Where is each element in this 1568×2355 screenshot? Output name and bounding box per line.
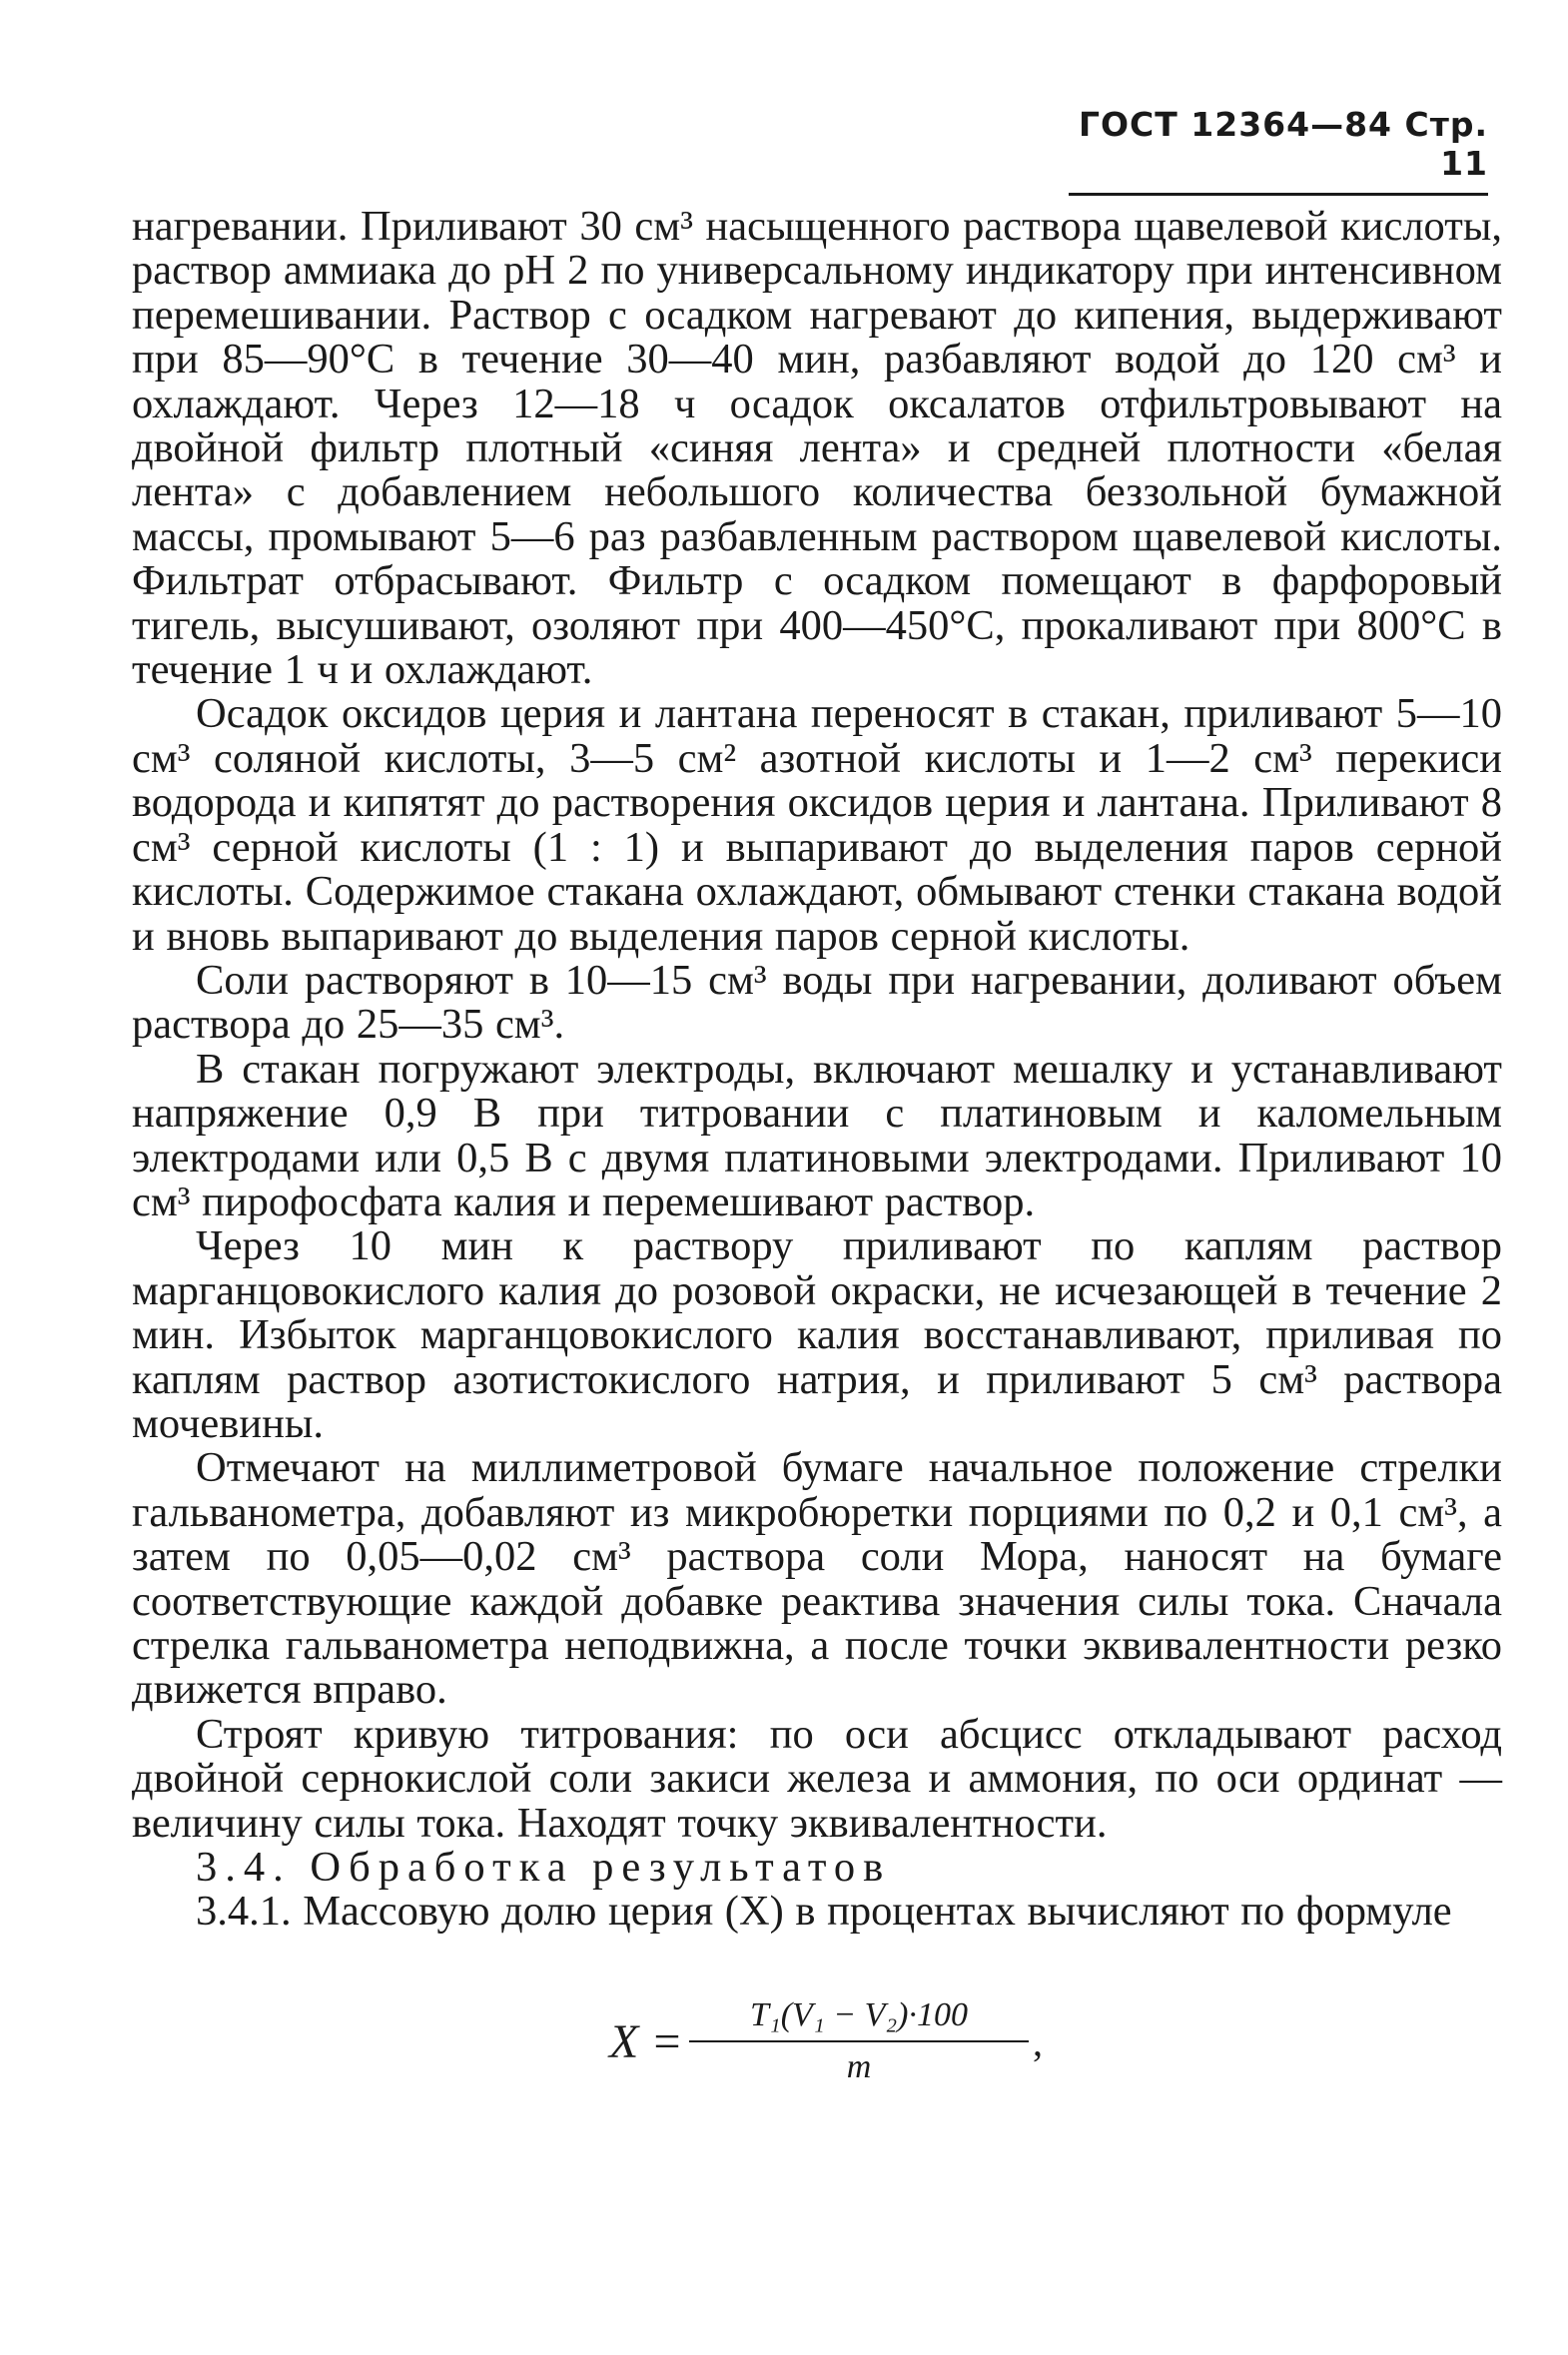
paragraph-1: нагревании. Приливают 30 см³ насыщенного раствора щавелевой кислоты, раствор аммиака до pH 2 по универсальному индикатору при интенсивном перемешивании. Раствор с осадком нагревают до кипения, выдерживают при 85—90°С в течение 30—40 мин, разбавляют водой до 120 см³ и охлаждают. Через 12—18 ч осадок оксалатов отфильтровывают на двойной фильтр плотный «синяя лента» и средней плотности «белая лента» с добавлением небольшого количества беззольной бумажной массы, промывают 5—6 раз разбавленным раствором щавелевой кислоты. Фильтрат отбрасывают. Фильтр с осадком помещают в фарфоровый тигель, высушивают, озоляют при 400—450°С, прокаливают при 800°С в течение 1 ч и охлаждают. bbox=[132, 203, 1502, 694]
section-heading: 3.4. Обработка результатов bbox=[196, 1844, 892, 1892]
running-head: ГОСТ 12364—84 Стр. 11 bbox=[1069, 105, 1488, 196]
formula-denominator: m bbox=[846, 2047, 872, 2085]
paragraph-7: Строят кривую титрования: по оси абсцисс откладывают расход двойной сернокислой соли закиси железа и аммония, по оси ординат — величину силы тока. Находят точку эквивалентности. bbox=[132, 1710, 1502, 1847]
formula-lhs: X = bbox=[609, 2014, 683, 2068]
clause-text: 3.4.1. Массовую долю церия (X) в процентах вычисляют по формуле bbox=[196, 1888, 1452, 1936]
paragraph-5: Через 10 мин к раствору приливают по каплям раствор марганцовокислого калия до розовой окраски, не исчезающей в течение 2 мин. Избыток марганцовокислого калия восстанавливают, приливая по каплям раствор азотистокислого натрия, и приливают 5 см³ раствора мочевины. bbox=[132, 1222, 1502, 1447]
paragraph-2: Осадок оксидов церия и лантана переносят в стакан, приливают 5—10 см³ соляной кислоты, 3—5 см² азотной кислоты и 1—2 см³ перекиси водорода и кипятят до растворения оксидов церия и лантана. Приливают 8 см³ серной кислоты (1 : 1) и выпаривают до выделения паров серной кислоты. Содержимое стакана охлаждают, обмывают стенки стакана водой и вновь выпаривают до выделения паров серной кислоты. bbox=[132, 690, 1502, 960]
formula-numerator: T₁(V₁ − V₂)·100 bbox=[689, 1996, 1029, 2042]
page-body bbox=[132, 205, 1502, 2106]
paragraph-4: В стакан погружают электроды, включают мешалку и устанавливают напряжение 0,9 В при титровании с платиновым и каломельным электродами или 0,5 В с двумя платиновыми электродами. Приливают 10 см³ пирофосфата калия и перемешивают раствор. bbox=[132, 1045, 1502, 1225]
formula-block bbox=[132, 1996, 1502, 2106]
formula-comma: , bbox=[1033, 2018, 1043, 2064]
formula-fraction bbox=[689, 1996, 1029, 2086]
paragraph-3: Соли растворяют в 10—15 см³ воды при нагревании, доливают объем раствора до 25—35 см³. bbox=[132, 956, 1502, 1049]
paragraph-6: Отмечают на миллиметровой бумаге начальное положение стрелки гальванометра, добавляют из микробюретки порциями по 0,2 и 0,1 см³, а затем по 0,05—0,02 см³ раствора соли Мора, наносят на бумаге соответствующие каждой добавке реактива значения силы тока. Сначала стрелка гальванометра неподвижна, а после точки эквивалентности резко движется вправо. bbox=[132, 1444, 1502, 1714]
